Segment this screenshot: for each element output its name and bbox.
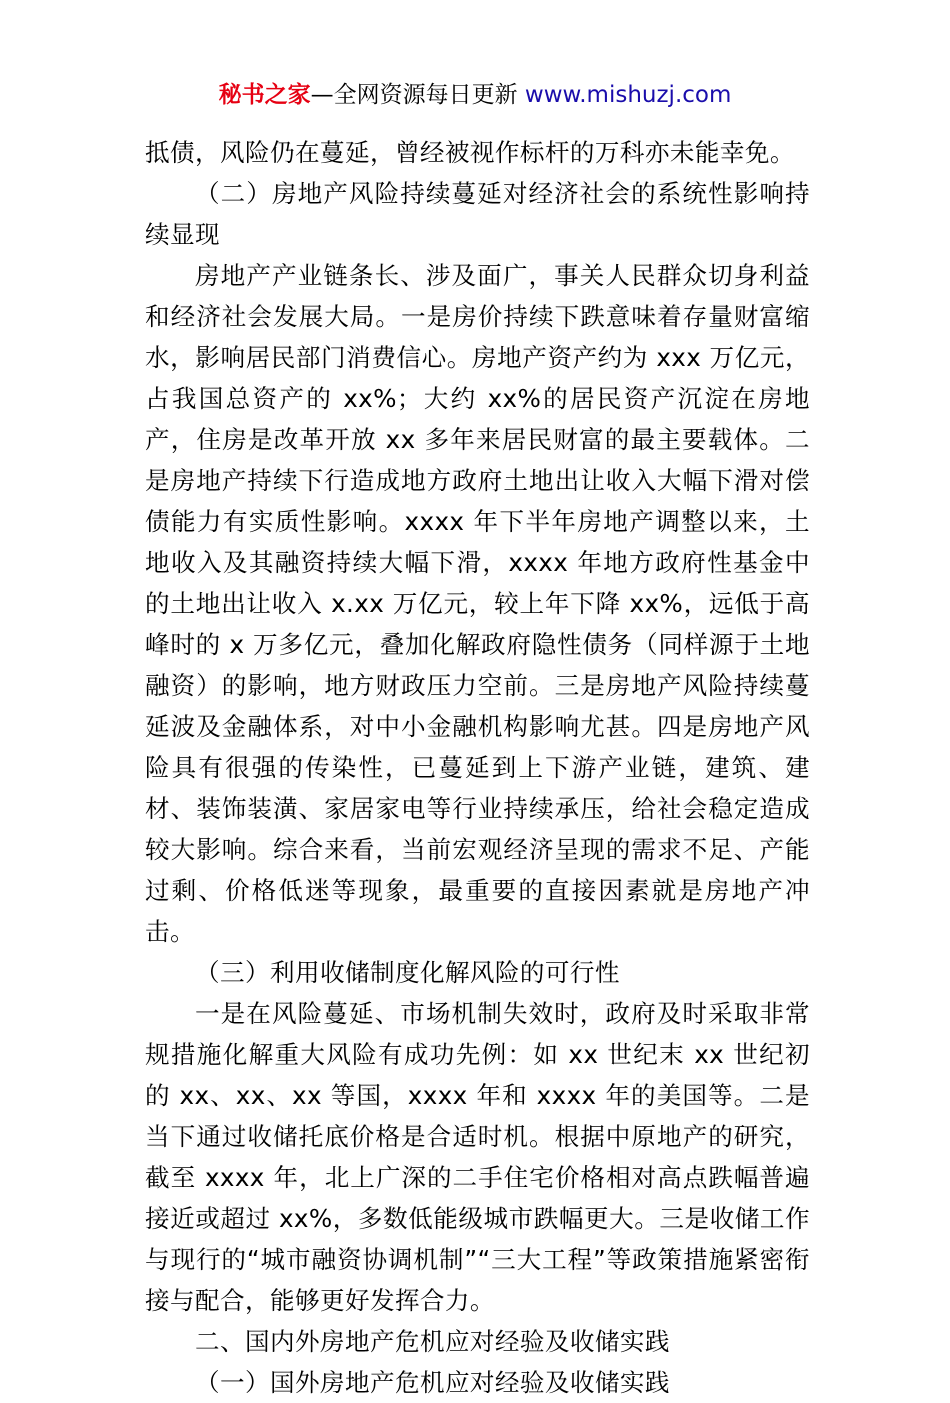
paragraph-body: 房地产产业链条长、涉及面广，事关人民群众切身利益和经济社会发展大局。一是房价持续下跌意味着存量财富缩水，影响居民部门消费信心。房地产资产约为 xxx 万亿元，占我国总资产的 xx%；大约 xx%的居民资产沉淀在房地产，住房是改革开放 xx 多年来居民财富的最主要载体。二是房地产持续下行造成地方政府土地出让收入大幅下滑对偿债能力有实质性影响。xxxx 年下半年房地产调整以来，土地收入及其融资持续大幅下滑，xxxx 年地方政府性基金中的土地出让收入 x.xx 万亿元，较上年下降 xx%，远低于高峰时的 x 万多亿元，叠加化解政府隐性债务（同样源于土地融资）的影响，地方财政压力空前。三是房地产风险持续蔓延波及金融体系，对中小金融机构影响尤甚。四是房地产风险具有很强的传染性，已蔓延到上下游产业链，建筑、建材、装饰装潢、家居家电等行业持续承压，给社会稳定造成较大影响。综合来看，当前宏观经济呈现的需求不足、产能过剩、价格低迷等现象，最重要的直接因素就是房地产冲击。 xyxy=(145,261,810,946)
site-banner xyxy=(0,78,950,112)
banner-tagline: —全网资源每日更新 xyxy=(310,82,518,108)
section-heading-1: （一）国外房地产危机应对经验及收储实践 xyxy=(195,1368,670,1397)
paragraph-continuation: 抵债，风险仍在蔓延，曾经被视作标杆的万科亦未能幸免。 xyxy=(145,138,795,167)
chapter-heading: 二、国内外房地产危机应对经验及收储实践 xyxy=(195,1327,670,1356)
brand-name: 秘书之家 xyxy=(218,82,311,108)
site-url-link[interactable]: www.mishuzj.com xyxy=(524,82,732,108)
paragraph-body: 一是在风险蔓延、市场机制失效时，政府及时采取非常规措施化解重大风险有成功先例：如 xx 世纪末 xx 世纪初的 xx、xx、xx 等国，xxxx 年和 xxxx 年的美国等。二是当下通过收储托底价格是合适时机。根据中原地产的研究，截至 xxxx 年，北上广深的二手住宅价格相对高点跌幅普遍接近或超过 xx%，多数低能级城市跌幅更大。三是收储工作与现行的“城市融资协调机制”“三大工程”等政策措施紧密衔接与配合，能够更好发挥合力。 xyxy=(145,999,810,1315)
section-heading-3: （三）利用收储制度化解风险的可行性 xyxy=(195,958,620,987)
document-body xyxy=(145,132,810,1403)
section-heading-2: （二）房地产风险持续蔓延对经济社会的系统性影响持续显现 xyxy=(145,179,810,249)
